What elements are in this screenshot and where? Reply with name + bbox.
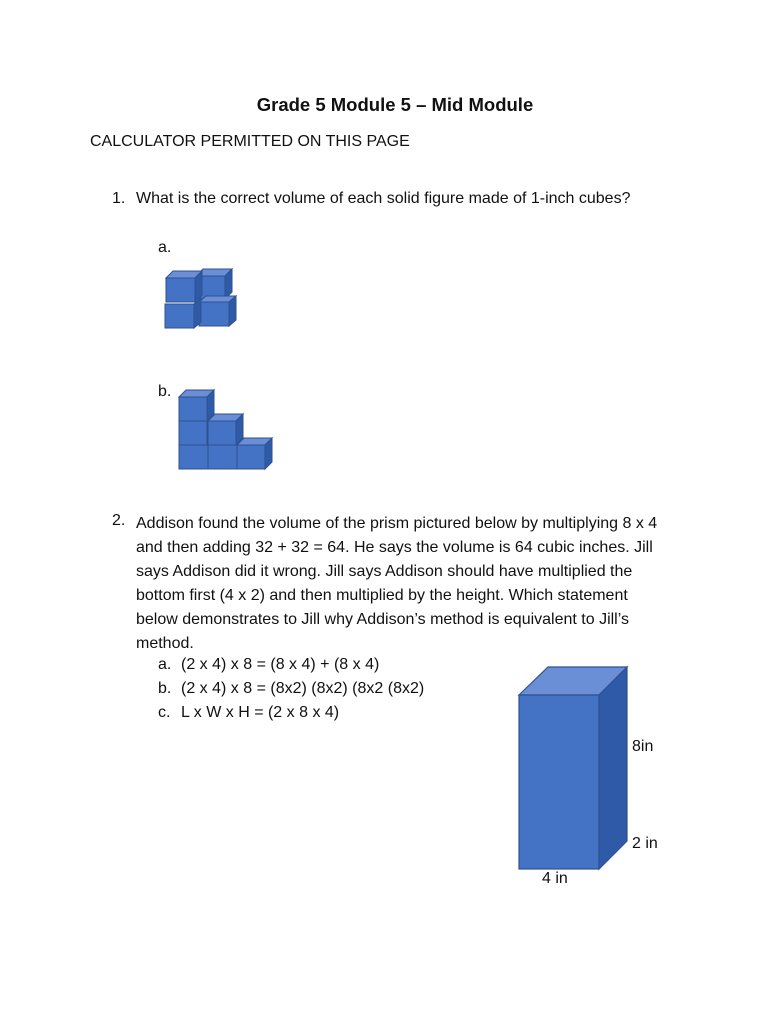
choice-b-label: b. <box>158 680 172 697</box>
cube-front-face <box>165 304 194 328</box>
cube-side-face <box>229 296 236 326</box>
prism-width-label: 4 in <box>542 870 568 887</box>
rectangular-prism <box>514 662 634 872</box>
question-2-line: says Addison did it wrong. Jill says Addison should have multiplied the <box>136 563 633 580</box>
question-2-line: method. <box>136 635 194 652</box>
choice-b-text: (2 x 4) x 8 = (8x2) (8x2) (8x2 (8x2) <box>181 680 425 697</box>
choice-c-text: L x W x H = (2 x 8 x 4) <box>181 704 340 721</box>
cube-figure-b <box>175 386 275 470</box>
prism-height-label: 8in <box>632 738 654 755</box>
cube-front-face <box>179 445 208 469</box>
choice-c-label: c. <box>158 704 171 721</box>
question-2-line: bottom first (4 x 2) and then multiplied by the height. Which statement <box>136 587 628 604</box>
page-title: Grade 5 Module 5 – Mid Module <box>256 94 534 115</box>
cube-front-face <box>208 445 237 469</box>
cube-figure-a <box>160 264 240 334</box>
question-2-line: Addison found the volume of the prism pictured below by multiplying 8 x 4 <box>136 515 658 532</box>
question-2-line: below demonstrates to Jill why Addison’s method is equivalent to Jill’s <box>136 611 629 628</box>
cube-front-face <box>208 421 236 445</box>
prism-side-face <box>599 667 627 869</box>
calculator-note: CALCULATOR PERMITTED ON THIS PAGE <box>90 133 410 150</box>
question-1-number: 1. <box>112 190 126 207</box>
cube-front-face <box>237 445 265 469</box>
cube-front-face <box>179 397 207 421</box>
question-2-line: and then adding 32 + 32 = 64. He says the volume is 64 cubic inches. Jill <box>136 539 653 556</box>
cube-side-face <box>194 298 201 328</box>
cube-front-face <box>179 421 207 445</box>
prism-front-face <box>519 695 599 869</box>
question-1a-label: a. <box>158 239 172 256</box>
choice-a-text: (2 x 4) x 8 = (8 x 4) + (8 x 4) <box>181 656 380 673</box>
cube-front-face <box>166 278 195 302</box>
question-1-text: What is the correct volume of each solid figure made of 1-inch cubes? <box>136 190 631 207</box>
prism-depth-label: 2 in <box>632 835 658 852</box>
question-2-number: 2. <box>112 512 126 529</box>
cube-front-face <box>199 302 229 326</box>
question-1b-label: b. <box>158 383 172 400</box>
choice-a-label: a. <box>158 656 172 673</box>
question-2-text <box>136 512 666 656</box>
